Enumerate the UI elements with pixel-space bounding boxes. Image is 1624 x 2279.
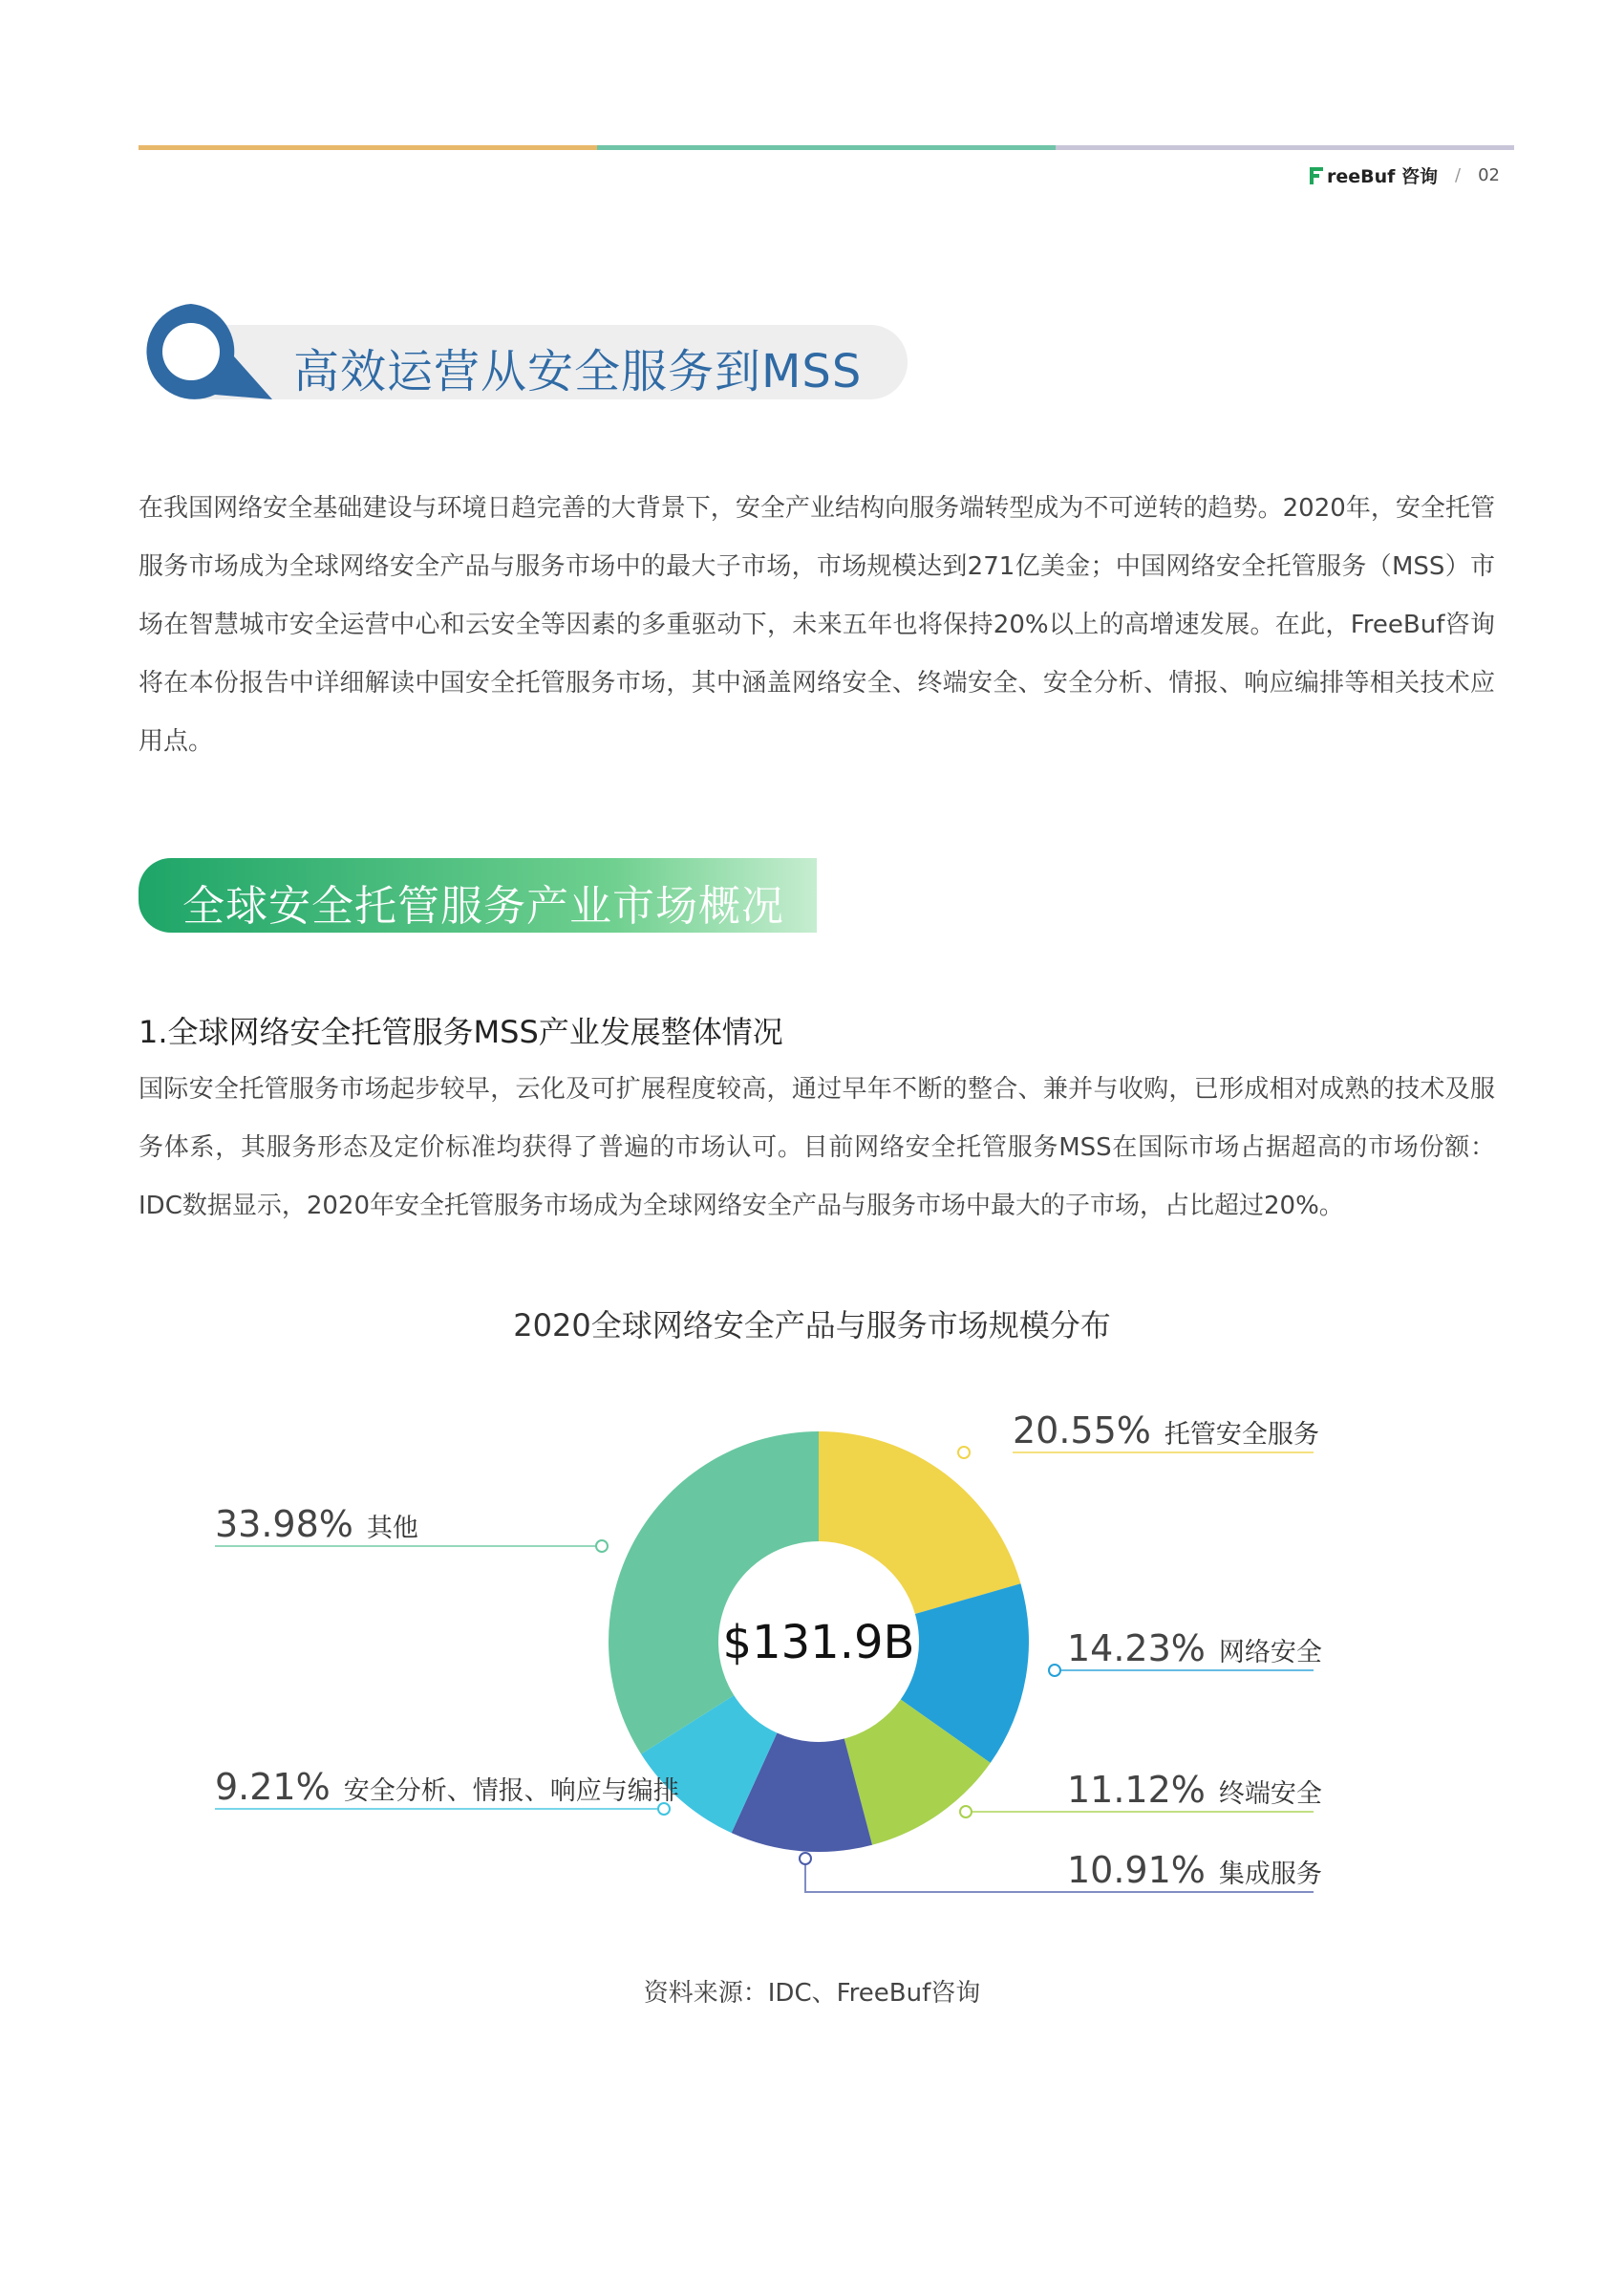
slice-value-2: 11.12% — [1067, 1769, 1206, 1811]
page-number: 02 — [1478, 165, 1500, 185]
leader-dot-1 — [1049, 1665, 1060, 1676]
pie-slice-5 — [609, 1431, 819, 1754]
slice-label-5 — [215, 1503, 418, 1545]
slice-value-1: 14.23% — [1067, 1627, 1206, 1669]
section-title: 高效运营从安全服务到MSS — [293, 345, 863, 398]
leader-dot-2 — [960, 1806, 972, 1817]
slice-label-0 — [1013, 1409, 1319, 1451]
slice-value-3: 10.91% — [1067, 1849, 1206, 1891]
chart-source: 资料来源：IDC、FreeBuf咨询 — [643, 1979, 981, 2008]
donut-center-value: $131.9B — [722, 1616, 915, 1669]
slice-name-3: 集成服务 — [1218, 1860, 1322, 1889]
leader-dot-3 — [800, 1853, 811, 1864]
intro-paragraph: 在我国网络安全基础建设与环境日趋完善的大背景下，安全产业结构向服务端转型成为不可逆转的趋势。2020年，安全托管服务市场成为全球网络安全产品与服务市场中的最大子市场，市场规模达到271亿美金；中国网络安全托管服务（MSS）市场在智慧城市安全运营中心和云安全等因素的多重驱动下，未来五年也将保持20%以上的高增速发展。在此，FreeBuf咨询将在本份报告中详细解读中国安全托管服务市场，其中涵盖网络安全、终端安全、安全分析、情报、响应编排等相关技术应用点。 — [139, 494, 1495, 756]
pie-slice-0 — [819, 1431, 1020, 1614]
subsection-heading: 1.全球网络安全托管服务MSS产业发展整体情况 — [139, 1014, 783, 1050]
slice-label-4 — [215, 1766, 679, 1808]
slice-name-5: 其他 — [366, 1514, 418, 1543]
slice-value-0: 20.55% — [1013, 1409, 1151, 1451]
slice-name-2: 终端安全 — [1218, 1779, 1322, 1809]
header-separator: / — [1455, 165, 1462, 185]
brand-name: reeBuf 咨询 — [1326, 166, 1439, 187]
slice-name-4: 安全分析、情报、响应与编排 — [343, 1776, 679, 1806]
slice-label-1 — [1067, 1627, 1322, 1669]
leader-dot-0 — [958, 1447, 970, 1458]
chart-title: 2020全球网络安全产品与服务市场规模分布 — [513, 1307, 1111, 1344]
leader-dot-5 — [596, 1540, 608, 1552]
slice-label-2 — [1067, 1769, 1322, 1811]
subsection-title: 全球安全托管服务产业市场概况 — [182, 882, 784, 931]
slice-name-1: 网络安全 — [1218, 1638, 1322, 1667]
slice-value-5: 33.98% — [215, 1503, 353, 1545]
market-paragraph: 国际安全托管服务市场起步较早，云化及可扩展程度较高，通过早年不断的整合、兼并与收购，已形成相对成熟的技术及服务体系，其服务形态及定价标准均获得了普遍的市场认可。目前网络安全托管服务MSS在国际市场占据超高的市场份额：IDC数据显示，2020年安全托管服务市场成为全球网络安全产品与服务市场中最大的子市场，占比超过20%。 — [139, 1075, 1495, 1220]
slice-name-0: 托管安全服务 — [1164, 1420, 1319, 1450]
slice-value-4: 9.21% — [215, 1766, 331, 1808]
slice-label-3 — [1067, 1849, 1322, 1891]
